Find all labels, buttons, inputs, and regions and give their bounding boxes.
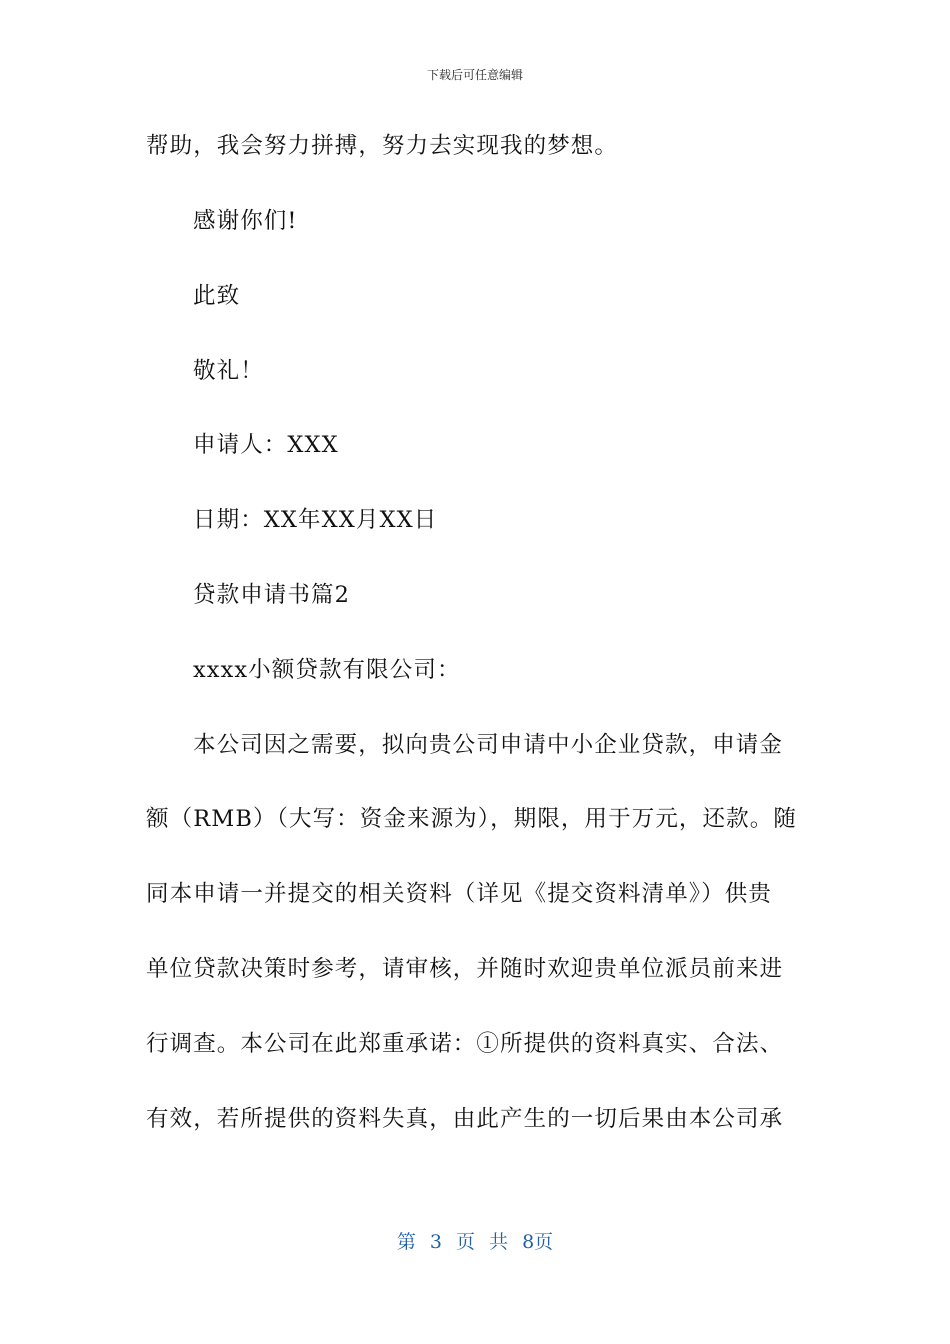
paragraph-line: 帮助，我会努力拼搏，努力去实现我的梦想。: [146, 133, 619, 159]
paragraph-line: 有效，若所提供的资料失真，由此产生的一切后果由本公司承: [146, 1106, 784, 1132]
applicant-line: 申请人：XXX: [193, 432, 339, 458]
paragraph-line: 额（RMB）（大写：资金来源为），期限，用于万元，还款。随: [146, 806, 797, 832]
paragraph-line: 行调查。本公司在此郑重承诺：①所提供的资料真实、合法、: [146, 1031, 784, 1057]
paragraph-line: 同本申请一并提交的相关资料（详见《提交资料清单》）供贵: [146, 881, 772, 907]
closing-salutation: 此致: [193, 283, 241, 309]
paragraph-line: 本公司因之需要，拟向贵公司申请中小企业贷款，申请金: [193, 732, 784, 758]
closing-regards: 敬礼！: [193, 358, 264, 384]
date-line: 日期：XX年XX月XX日: [193, 507, 438, 533]
paragraph-line: 单位贷款决策时参考，请审核，并随时欢迎贵单位派员前来进: [146, 956, 784, 982]
section-title: 贷款申请书篇2: [193, 582, 351, 608]
addressee-line: xxxx小额贷款有限公司：: [193, 657, 461, 683]
page-header: 下载后可任意编辑: [426, 68, 523, 82]
closing-thanks: 感谢你们!: [193, 208, 298, 234]
page-number-footer: 第 3 页 共 8页: [396, 1231, 554, 1253]
